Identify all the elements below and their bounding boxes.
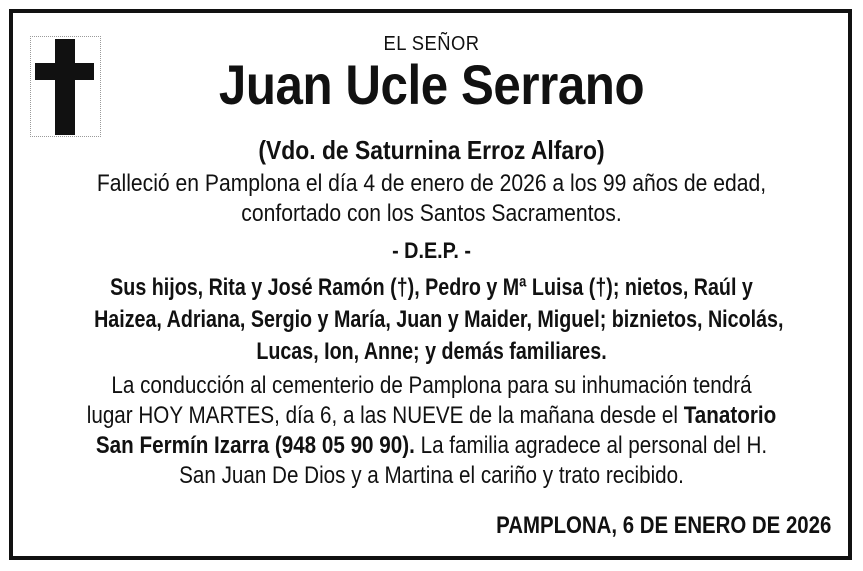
widower-of-line: (Vdo. de Saturnina Erroz Alfaro) [258, 135, 605, 165]
funeral-line-4: San Juan De Dios y a Martina el cariño y trato recibido. [179, 462, 684, 489]
funeral-line-2-text: lugar HOY MARTES, día 6, a las NUEVE de la mañana desde el [86, 402, 678, 429]
funeral-line-1: La conducción al cementerio de Pamplona para su inhumación tendrá [111, 372, 752, 399]
honorific-label: EL SEÑOR [383, 33, 480, 55]
funeral-line-2 [78, 402, 786, 430]
death-line-1: Falleció en Pamplona el día 4 de enero de 2026 a los 99 años de edad, [96, 170, 767, 197]
rip-line: - D.E.P. - [392, 238, 471, 263]
family-line-2: Haizea, Adriana, Sergio y María, Juan y Maider, Miguel; biznietos, Nicolás, [94, 306, 784, 333]
funeral-home-name-part1: Tanatorio [683, 402, 777, 429]
family-line-1: Sus hijos, Rita y José Ramón (†), Pedro y Mª Luisa (†); nietos, Raúl y [110, 274, 753, 301]
funeral-line-3 [78, 432, 786, 460]
family-line-3: Lucas, Ion, Anne; y demás familiares. [256, 338, 607, 365]
place-date: PAMPLONA, 6 DE ENERO DE 2026 [495, 512, 831, 539]
funeral-line-3-text: La familia agradece al personal del H. [420, 432, 768, 459]
death-line-2: confortado con los Santos Sacramentos. [241, 200, 622, 227]
funeral-home-name-part2: San Fermín Izarra (948 05 90 90). [95, 432, 415, 459]
deceased-name: Juan Ucle Serrano [218, 53, 645, 116]
